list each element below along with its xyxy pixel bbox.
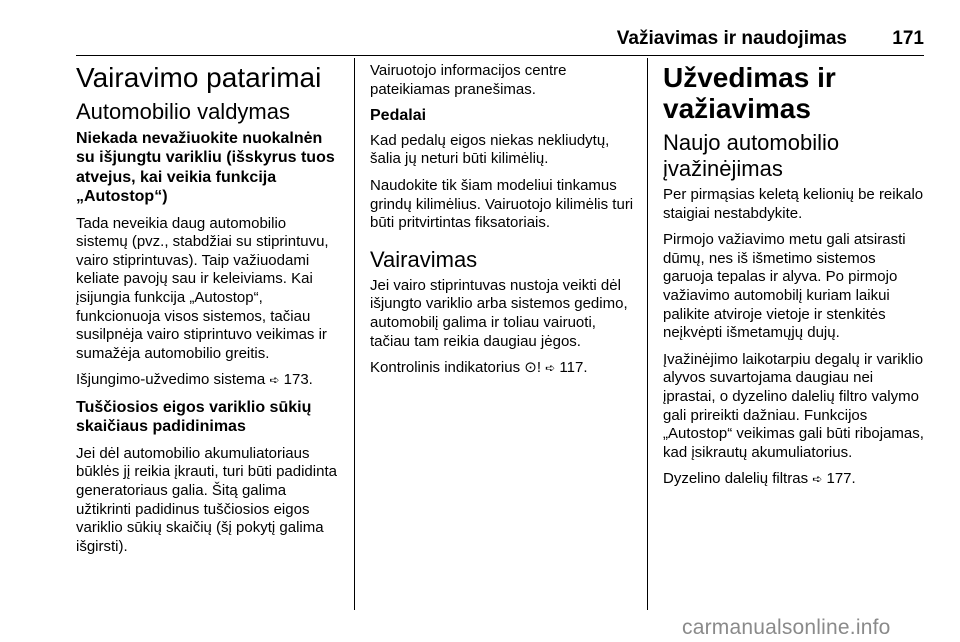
paragraph: Pirmojo važiavimo metu gali atsirasti dūmų, nes iš išmetimo sistemos garuoja tepalas ir alyva. Po pirmojo važiavimo automobilį kuriam laikui palikite atviroje vietoje ir stenkitės neįkvėpti išmetamųjų dujų. [663,231,906,342]
cross-reference: Kontrolinis indikatorius ⊙! ➪ 117. [370,359,588,377]
warning-heading: Niekada nevažiuokite nuokalnėn su išjungtu varikliu (išskyrus tuos atvejus, kai veikia funkcija „Autostop“) [76,130,335,206]
reference-arrow-icon: ➪ [269,373,280,388]
section-heading: Automobilio valdymas [76,99,290,124]
steering-warning-icon: ⊙! [524,359,541,377]
header-divider [76,55,924,56]
chapter-heading: Užvedimas ir važiavimas [663,62,836,124]
reference-page[interactable]: 177. [826,470,856,488]
watermark: carmanualsonline.info [682,616,891,639]
reference-page[interactable]: 117. [559,359,588,377]
column-1 [76,62,338,564]
paragraph: Per pirmąsias keletą kelionių be reikalo staigiai nestabdykite. [663,186,924,222]
paragraph: Įvažinėjimo laikotarpiu degalų ir variklio alyvos suvartojama daugiau nei įprastai, o dyzelino dalelių filtro valymo gali prireikti dažniau. Funkcijos „Autostop“ veikimas gali būti ribojamas, kad įsikrautų akumuliatorius. [663,350,924,461]
subsection-heading: Pedalai [370,107,427,125]
reference-arrow-icon: ➪ [812,472,823,487]
paragraph: Naudokite tik šiam modeliui tinkamus grindų kilimėlius. Vairuotojo kilimėlis turi būti pritvirtintas fiksatoriais. [370,176,634,232]
section-title: Važiavimas ir naudojimas [616,28,847,49]
paragraph: Jei dėl automobilio akumuliatoriaus būklės jį reikia įkrauti, turi būti padidinta generatoriaus galia. Šitą galima užtikrinti padidinus tuščiosios eigos variklio sūkių skaičių (šį pokytį galima išgirsti). [76,444,337,555]
reference-page[interactable]: 173. [283,371,313,389]
paragraph: Tada neveikia daug automobilio sistemų (pvz., stabdžiai su stiprintuvu, vairo stiprintuvas). Taip važiuodami keliate pavojų sau ir keleiviams. Kai įsijungia funkcija „Autostop“, funkcionuoja visos sistemos, tačiau susilpnėja vairo stiprintuvo veikimas ir sumažėja automobilio greitis. [76,214,329,362]
cross-reference: Dyzelino dalelių filtras ➪ 177. [663,470,856,488]
paragraph: Vairuotojo informacijos centre pateikiamas pranešimas. [370,62,567,98]
column-divider-2 [647,58,648,610]
column-divider-1 [354,58,355,610]
page-header [0,28,960,58]
column-3 [663,62,925,497]
section-heading: Naujo automobilio įvažinėjimas [663,130,840,181]
reference-arrow-icon: ➪ [545,361,556,376]
page-number: 171 [892,28,924,49]
chapter-heading: Vairavimo patarimai [76,62,322,93]
subsection-heading: Tuščiosios eigos variklio sūkių skaičiaus padidinimas [76,398,312,436]
column-2 [370,62,636,386]
paragraph: Kad pedalų eigos niekas nekliudytų, šalia jų neturi būti kilimėlių. [370,131,610,168]
paragraph: Jei vairo stiprintuvas nustoja veikti dėl išjungto variklio arba sistemos gedimo, automobilį galima ir toliau vairuoti, tačiau tam reikia daugiau jėgos. [370,276,628,350]
section-heading: Vairavimas [370,246,478,272]
cross-reference: Išjungimo-užvedimo sistema ➪ 173. [76,371,313,389]
